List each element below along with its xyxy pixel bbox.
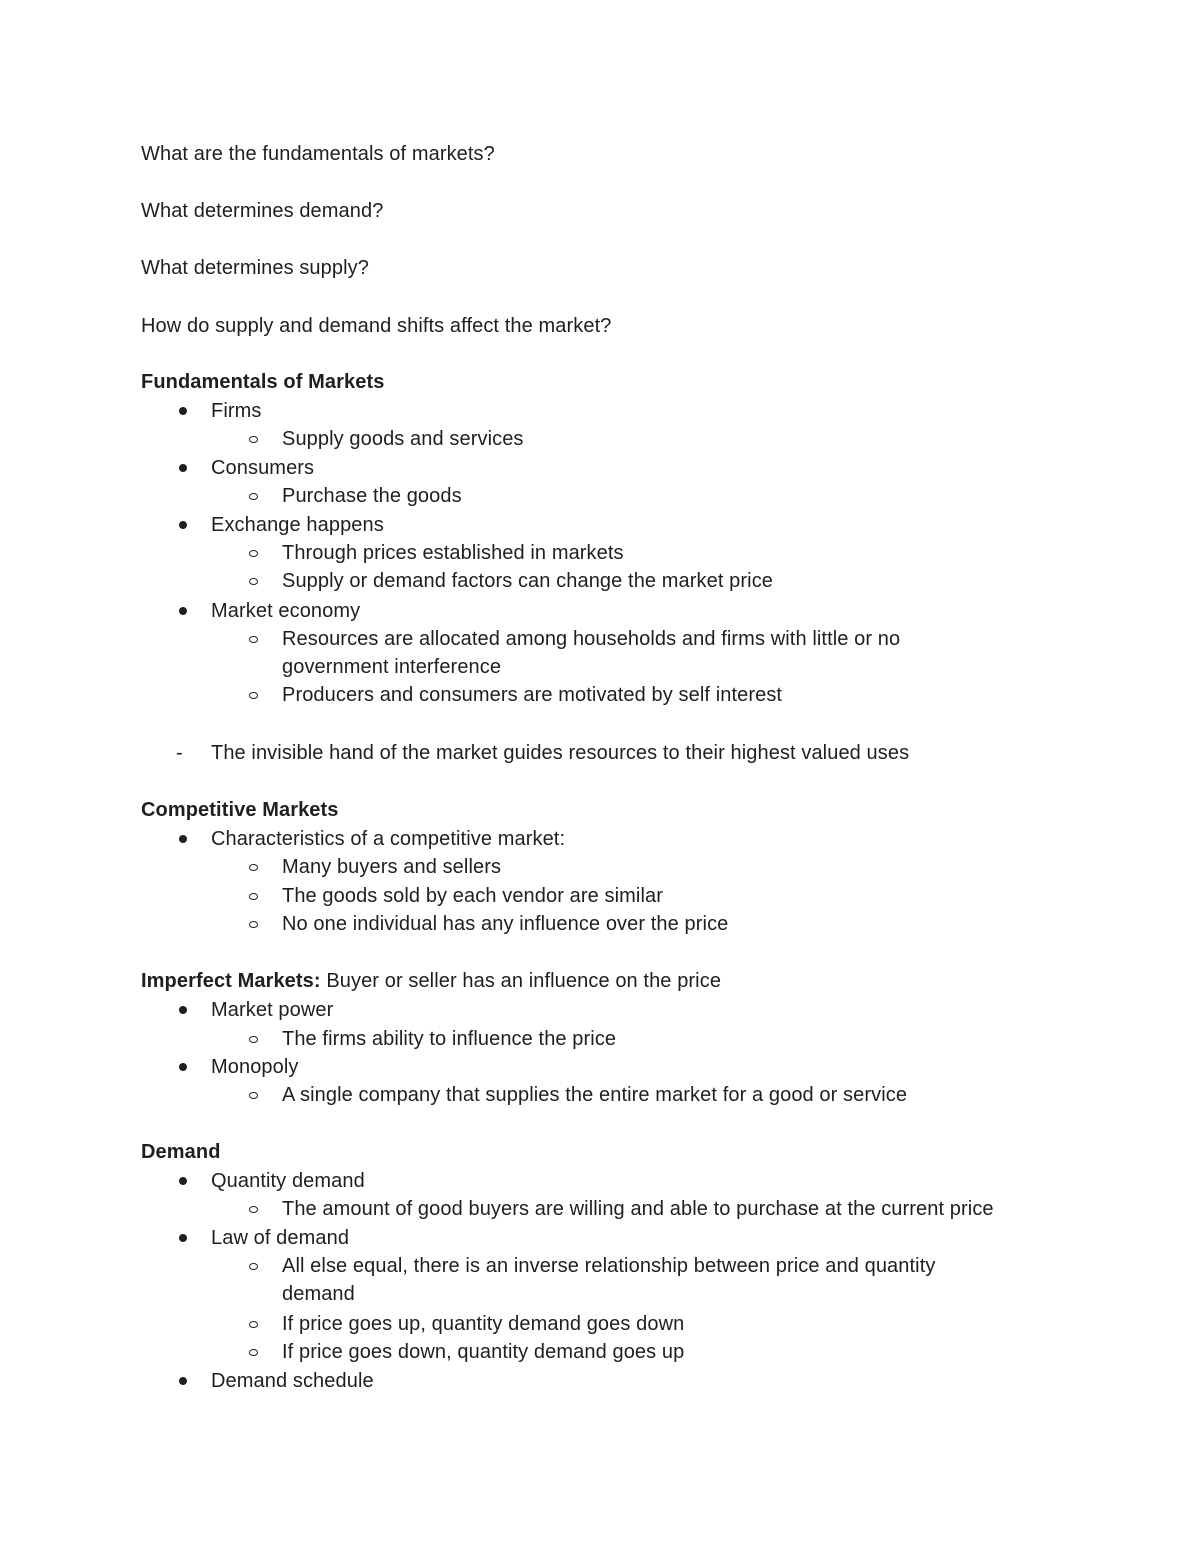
bullet-circle-icon	[249, 493, 258, 500]
list-subitem: The amount of good buyers are willing and able to purchase at the current price	[282, 1198, 994, 1220]
bullet-circle-icon	[249, 1263, 258, 1270]
list-subitem: A single company that supplies the entire market for a good or service	[282, 1084, 908, 1106]
list-subitem: Resources are allocated among households and firms with little or no	[282, 628, 901, 650]
bullet-circle-icon	[249, 1036, 258, 1043]
bullet-circle-icon	[249, 436, 258, 443]
bullet-circle-icon	[249, 550, 258, 557]
bullet-circle-icon	[249, 1092, 258, 1099]
list-item: Demand schedule	[211, 1370, 374, 1392]
bullet-dot-icon	[179, 607, 187, 615]
heading-competitive: Competitive Markets	[141, 799, 339, 821]
bullet-circle-icon	[249, 1206, 258, 1213]
bullet-dot-icon	[179, 1177, 187, 1185]
list-item: Consumers	[211, 457, 315, 479]
bullet-dot-icon	[179, 1234, 187, 1242]
bullet-circle-icon	[249, 636, 258, 643]
list-subitem: Supply goods and services	[282, 428, 524, 450]
bullet-circle-icon	[249, 1321, 258, 1328]
dash-item: The invisible hand of the market guides resources to their highest valued uses	[211, 742, 910, 764]
list-item: Monopoly	[211, 1056, 299, 1078]
list-subitem: Many buyers and sellers	[282, 856, 502, 878]
bullet-dot-icon	[179, 1006, 187, 1014]
list-item: Law of demand	[211, 1227, 350, 1249]
list-item: Market economy	[211, 600, 361, 622]
heading-imperfect: Imperfect Markets:	[141, 970, 321, 992]
list-subitem: Purchase the goods	[282, 485, 462, 507]
list-item: Characteristics of a competitive market:	[211, 828, 566, 850]
bullet-circle-icon	[249, 864, 258, 871]
imperfect-heading-line	[141, 967, 721, 995]
list-subitem: All else equal, there is an inverse relationship between price and quantity	[282, 1255, 936, 1277]
question-supply: What determines supply?	[141, 257, 369, 279]
dash-marker: -	[176, 742, 183, 764]
list-subitem: No one individual has any influence over the price	[282, 913, 729, 935]
list-item: Firms	[211, 400, 262, 422]
bullet-circle-icon	[249, 893, 258, 900]
bullet-circle-icon	[249, 1349, 258, 1356]
bullet-circle-icon	[249, 578, 258, 585]
heading-fundamentals: Fundamentals of Markets	[141, 371, 385, 393]
list-subitem-continuation: demand	[282, 1283, 355, 1305]
bullet-dot-icon	[179, 1377, 187, 1385]
bullet-circle-icon	[249, 692, 258, 699]
heading-demand: Demand	[141, 1141, 221, 1163]
imperfect-definition: Buyer or seller has an influence on the price	[320, 970, 722, 992]
bullet-dot-icon	[179, 407, 187, 415]
list-subitem: Producers and consumers are motivated by self interest	[282, 684, 783, 706]
list-subitem: If price goes up, quantity demand goes down	[282, 1313, 685, 1335]
list-subitem: Through prices established in markets	[282, 542, 624, 564]
list-subitem-continuation: government interference	[282, 656, 502, 678]
bullet-circle-icon	[249, 921, 258, 928]
question-demand: What determines demand?	[141, 200, 384, 222]
bullet-dot-icon	[179, 1063, 187, 1071]
list-subitem: Supply or demand factors can change the market price	[282, 570, 774, 592]
list-subitem: The firms ability to influence the price	[282, 1028, 617, 1050]
list-subitem: The goods sold by each vendor are similar	[282, 885, 663, 907]
list-subitem: If price goes down, quantity demand goes up	[282, 1341, 685, 1363]
bullet-dot-icon	[179, 835, 187, 843]
bullet-dot-icon	[179, 464, 187, 472]
list-item: Market power	[211, 999, 334, 1021]
bullet-dot-icon	[179, 521, 187, 529]
question-fundamentals: What are the fundamentals of markets?	[141, 143, 495, 165]
question-shifts: How do supply and demand shifts affect the market?	[141, 315, 612, 337]
list-item: Exchange happens	[211, 514, 384, 536]
list-item: Quantity demand	[211, 1170, 365, 1192]
